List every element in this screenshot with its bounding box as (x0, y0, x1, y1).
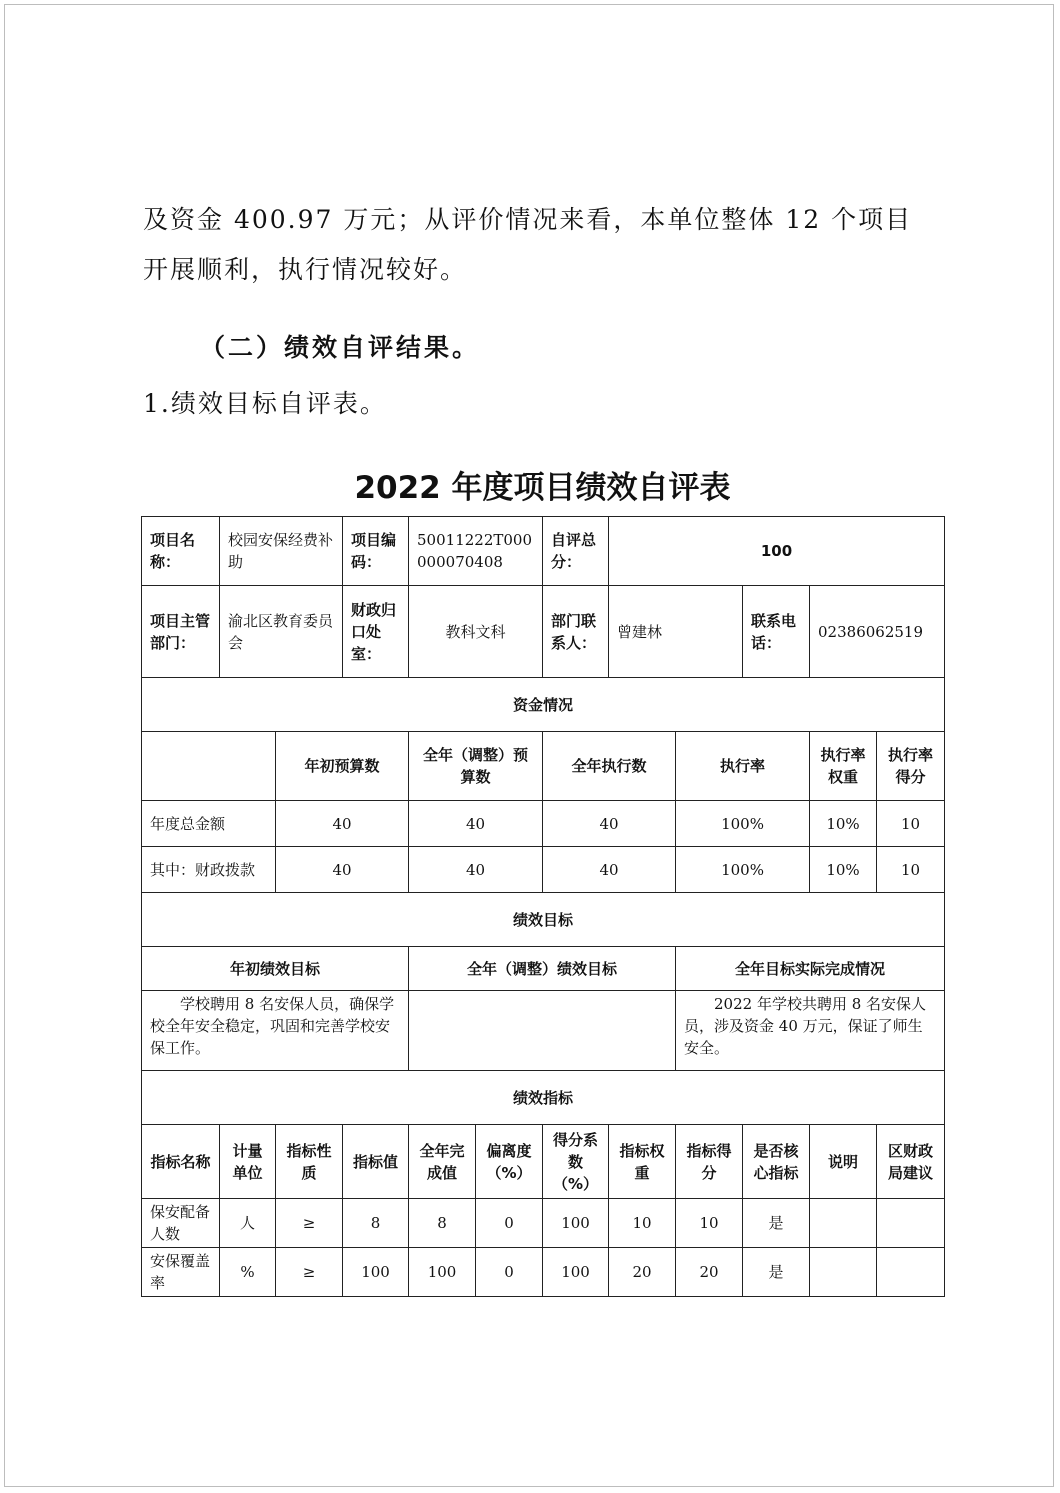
indicator-header: 偏离度（%） (476, 1125, 543, 1199)
project-info-row (142, 517, 945, 586)
score-label: 自评总分： (543, 517, 609, 586)
indicator-cell: % (220, 1248, 276, 1297)
goals-header-actual: 全年目标实际完成情况 (676, 947, 945, 991)
indicator-row (142, 1199, 945, 1248)
funds-header-blank (142, 732, 276, 801)
indicator-header: 指标得分 (676, 1125, 743, 1199)
department-row (142, 586, 945, 678)
funds-cell: 10% (810, 801, 877, 847)
indicator-cell: 是 (743, 1248, 810, 1297)
finance-office-label: 财政归口处室： (343, 586, 409, 678)
body-paragraph-line-1: 及资金 400.97 万元；从评价情况来看，本单位整体 12 个项目 (143, 205, 913, 234)
goals-initial-text: 学校聘用 8 名安保人员，确保学校全年安全稳定，巩固和完善学校安保工作。 (142, 991, 409, 1071)
indicator-cell: 20 (676, 1248, 743, 1297)
goals-section-title: 绩效目标 (142, 893, 945, 947)
indicator-header: 是否核心指标 (743, 1125, 810, 1199)
indicator-cell: 100 (543, 1248, 609, 1297)
contact-label: 部门联系人： (543, 586, 609, 678)
dept-value: 渝北区教育委员会 (220, 586, 343, 678)
indicator-header: 说明 (810, 1125, 877, 1199)
funds-cell: 40 (276, 801, 409, 847)
indicator-cell: 0 (476, 1199, 543, 1248)
project-code-value: 50011222T000000070408 (409, 517, 543, 586)
indicator-header: 计量单位 (220, 1125, 276, 1199)
funds-header-initial-budget: 年初预算数 (276, 732, 409, 801)
funds-row-label: 年度总金额 (142, 801, 276, 847)
project-name-value: 校园安保经费补助 (220, 517, 343, 586)
project-code-label: 项目编码： (343, 517, 409, 586)
goals-section-row (142, 893, 945, 947)
funds-cell: 10 (877, 801, 945, 847)
funds-header-rate-score: 执行率得分 (877, 732, 945, 801)
indicator-cell: 100 (343, 1248, 409, 1297)
dept-label: 项目主管部门： (142, 586, 220, 678)
indicator-cell (877, 1199, 945, 1248)
indicators-header-row (142, 1125, 945, 1199)
indicator-cell: 人 (220, 1199, 276, 1248)
contact-value: 曾建林 (609, 586, 743, 678)
funds-cell: 40 (409, 801, 543, 847)
indicator-cell: 100 (543, 1199, 609, 1248)
indicator-cell: 保安配备人数 (142, 1199, 220, 1248)
indicator-cell: 0 (476, 1248, 543, 1297)
indicator-cell (810, 1248, 877, 1297)
funds-header-row (142, 732, 945, 801)
funds-cell: 10 (877, 847, 945, 893)
indicators-section-row (142, 1071, 945, 1125)
indicator-header: 指标值 (343, 1125, 409, 1199)
indicators-section-title: 绩效指标 (142, 1071, 945, 1125)
indicator-header: 指标性质 (276, 1125, 343, 1199)
indicator-cell: 100 (409, 1248, 476, 1297)
goals-content-row (142, 991, 945, 1071)
phone-label: 联系电话： (743, 586, 810, 678)
indicator-cell (810, 1199, 877, 1248)
evaluation-table (141, 516, 945, 1297)
goals-header-adjusted: 全年（调整）绩效目标 (409, 947, 676, 991)
indicator-cell (877, 1248, 945, 1297)
indicator-header: 指标权重 (609, 1125, 676, 1199)
phone-value: 02386062519 (810, 586, 945, 678)
funds-cell: 40 (543, 801, 676, 847)
funds-header-adjusted-budget: 全年（调整）预算数 (409, 732, 543, 801)
total-score-value: 100 (609, 517, 945, 586)
goals-header-initial: 年初绩效目标 (142, 947, 409, 991)
indicator-cell: 10 (609, 1199, 676, 1248)
table-title: 2022 年度项目绩效自评表 (354, 470, 731, 506)
indicator-cell: 8 (409, 1199, 476, 1248)
section-heading: （二）绩效自评结果。 (200, 333, 481, 362)
finance-office-value: 教科文科 (409, 586, 543, 678)
funds-row-fiscal (142, 847, 945, 893)
funds-cell: 100% (676, 847, 810, 893)
list-item-heading: 1.绩效目标自评表。 (143, 389, 387, 418)
funds-cell: 40 (409, 847, 543, 893)
indicator-cell: 20 (609, 1248, 676, 1297)
funds-cell: 40 (543, 847, 676, 893)
indicator-row (142, 1248, 945, 1297)
goals-adjusted-text (409, 991, 676, 1071)
funds-row-total (142, 801, 945, 847)
indicator-cell: 10 (676, 1199, 743, 1248)
funds-cell: 10% (810, 847, 877, 893)
goals-actual-text: 2022 年学校共聘用 8 名安保人员，涉及资金 40 万元，保证了师生安全。 (676, 991, 945, 1071)
funds-header-rate-weight: 执行率权重 (810, 732, 877, 801)
indicator-cell: 8 (343, 1199, 409, 1248)
project-name-label: 项目名称： (142, 517, 220, 586)
indicator-header: 全年完成值 (409, 1125, 476, 1199)
funds-cell: 100% (676, 801, 810, 847)
goals-header-row (142, 947, 945, 991)
funds-section-title: 资金情况 (142, 678, 945, 732)
indicator-cell: ≥ (276, 1248, 343, 1297)
funds-row-label: 其中：财政拨款 (142, 847, 276, 893)
funds-header-executed: 全年执行数 (543, 732, 676, 801)
indicator-header: 区财政局建议 (877, 1125, 945, 1199)
indicator-cell: 安保覆盖率 (142, 1248, 220, 1297)
indicator-cell: 是 (743, 1199, 810, 1248)
body-paragraph-line-2: 开展顺利，执行情况较好。 (143, 255, 468, 284)
funds-header-rate: 执行率 (676, 732, 810, 801)
indicator-cell: ≥ (276, 1199, 343, 1248)
indicator-header: 得分系数（%） (543, 1125, 609, 1199)
funds-section-row (142, 678, 945, 732)
funds-cell: 40 (276, 847, 409, 893)
indicator-header: 指标名称 (142, 1125, 220, 1199)
